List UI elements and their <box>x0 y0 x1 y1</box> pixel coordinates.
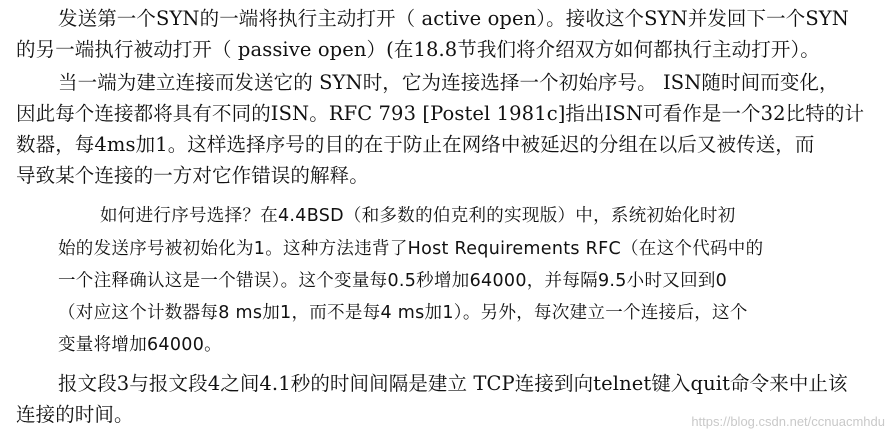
paragraph-2-line-4: 导致某个连接的一方对它作错误的解释。 <box>16 164 369 187</box>
paragraph-1-line-1: 发送第一个SYN的一端将执行主动打开（ active open）。接收这个SYN并发回下一个SYN <box>58 7 849 30</box>
paragraph-3-line-1: 报文段3与报文段4之间4.1秒的时间间隔是建立 TCP连接到向telnet键入quit命令来中止该 <box>58 372 848 395</box>
paragraph-2-line-1: 当一端为建立连接而发送它的 SYN时，它为连接选择一个初始序号。 ISN随时间而变化， <box>58 71 839 94</box>
paragraph-1-line-2: 的另一端执行被动打开（ passive open）(在18.8节我们将介绍双方如何都执行主动打开）。 <box>16 38 820 61</box>
paragraph-3-line-2: 连接的时间。 <box>16 403 134 426</box>
quote-line-3: 一个注释确认这是一个错误）。这个变量每0.5秒增加64000，并每隔9.5小时又回到0 <box>58 271 728 291</box>
quote-line-1: 如何进行序号选择？在4.4BSD（和多数的伯克利的实现版）中，系统初始化时初 <box>100 206 736 226</box>
quote-line-5: 变量将增加64000。 <box>58 335 222 355</box>
quote-line-4: （对应这个计数器每8 ms加1，而不是每4 ms加1）。另外，每次建立一个连接后，这个 <box>58 303 748 323</box>
watermark-url: https://blog.csdn.net/ccnuacmhdu <box>691 414 885 429</box>
paragraph-2-line-3: 数器，每4ms加1。这样选择序号的目的在于防止在网络中被延迟的分组在以后又被传送，而 <box>16 133 815 156</box>
quote-line-2: 始的发送序号被初始化为1。这种方法违背了Host Requirements RFC（在这个代码中的 <box>58 239 764 259</box>
paragraph-2-line-2: 因此每个连接都将具有不同的ISN。RFC 793 [Postel 1981c]指出ISN可看作是一个32比特的计 <box>16 102 865 125</box>
